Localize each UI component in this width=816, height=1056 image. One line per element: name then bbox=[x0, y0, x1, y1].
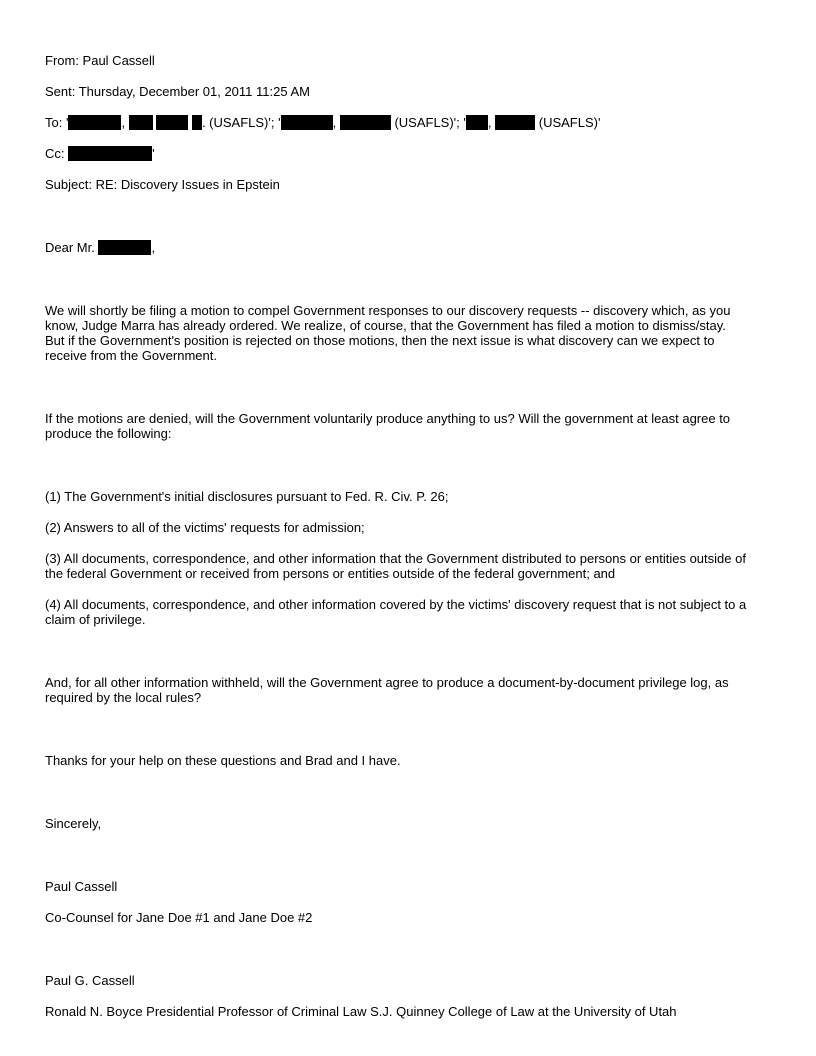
paragraph-line: produce the following: bbox=[45, 426, 172, 441]
paragraph-line: But if the Government's position is rejected on those motions, then the next issue is what discovery can we expect to bbox=[45, 333, 715, 348]
paragraph-line: the federal Government or received from persons or entities outside of the federal government; and bbox=[45, 566, 616, 581]
paragraph-line: And, for all other information withheld, will the Government agree to produce a document-by-document privilege log, as bbox=[45, 675, 729, 690]
paragraph-line: required by the local rules? bbox=[45, 690, 202, 705]
to-separator: . (USAFLS)'; ' bbox=[201, 115, 281, 130]
from-line: From: Paul Cassell bbox=[45, 53, 155, 68]
paragraph-line: (4) All documents, correspondence, and other information covered by the victims' discovery request that is not subject to a bbox=[45, 597, 747, 612]
redaction-block bbox=[68, 115, 121, 130]
redaction-block bbox=[192, 115, 202, 130]
list-item-3 bbox=[45, 551, 775, 581]
thanks-line: Thanks for your help on these questions and Brad and I have. bbox=[45, 753, 401, 768]
to-comma: , bbox=[332, 115, 337, 130]
redaction-block bbox=[68, 146, 155, 161]
redaction-block bbox=[281, 115, 333, 130]
salutation-prefix: Dear Mr. bbox=[45, 240, 99, 255]
signature-role: Co-Counsel for Jane Doe #1 and Jane Doe #2 bbox=[45, 910, 313, 925]
redaction-block bbox=[495, 115, 535, 130]
redaction-block bbox=[98, 240, 151, 255]
paragraph-line: receive from the Government. bbox=[45, 348, 217, 363]
paragraph-motion-to-compel bbox=[45, 303, 775, 363]
paragraph-line: know, Judge Marra has already ordered. We realize, of course, that the Government has filed a motion to dismiss/stay. bbox=[45, 318, 726, 333]
redaction-block bbox=[129, 115, 153, 130]
list-item-2: (2) Answers to all of the victims' requests for admission; bbox=[45, 520, 365, 535]
paragraph-questions bbox=[45, 411, 775, 441]
redaction-block bbox=[156, 115, 188, 130]
list-item-4 bbox=[45, 597, 775, 627]
list-item-1: (1) The Government's initial disclosures pursuant to Fed. R. Civ. P. 26; bbox=[45, 489, 449, 504]
salutation bbox=[45, 240, 775, 255]
redaction-block bbox=[466, 115, 488, 130]
cc-end: ' bbox=[152, 146, 155, 161]
paragraph-line: We will shortly be filing a motion to compel Government responses to our discovery requests -- discovery which, as you bbox=[45, 303, 731, 318]
salutation-suffix: , bbox=[151, 240, 156, 255]
to-comma: , bbox=[487, 115, 492, 130]
signature-name: Paul Cassell bbox=[45, 879, 118, 894]
redaction-block bbox=[340, 115, 391, 130]
signature-full-name: Paul G. Cassell bbox=[45, 973, 135, 988]
to-end: (USAFLS)' bbox=[535, 115, 601, 130]
paragraph-line: (3) All documents, correspondence, and other information that the Government distributed to persons or entities outside of bbox=[45, 551, 746, 566]
cc-line bbox=[45, 146, 775, 161]
to-separator: (USAFLS)'; ' bbox=[390, 115, 466, 130]
to-line bbox=[45, 115, 775, 130]
to-label: To: ' bbox=[45, 115, 69, 130]
paragraph-line: claim of privilege. bbox=[45, 612, 146, 627]
cc-label: Cc: bbox=[45, 146, 69, 161]
subject-line: Subject: RE: Discovery Issues in Epstein bbox=[45, 177, 280, 192]
to-comma: , bbox=[121, 115, 126, 130]
signature-title: Ronald N. Boyce Presidential Professor of Criminal Law S.J. Quinney College of Law at the University of Utah bbox=[45, 1004, 677, 1019]
closing-line: Sincerely, bbox=[45, 816, 102, 831]
sent-line: Sent: Thursday, December 01, 2011 11:25 AM bbox=[45, 84, 310, 99]
paragraph-privilege-log bbox=[45, 675, 775, 705]
paragraph-line: If the motions are denied, will the Government voluntarily produce anything to us? Will the government at least agree to bbox=[45, 411, 731, 426]
